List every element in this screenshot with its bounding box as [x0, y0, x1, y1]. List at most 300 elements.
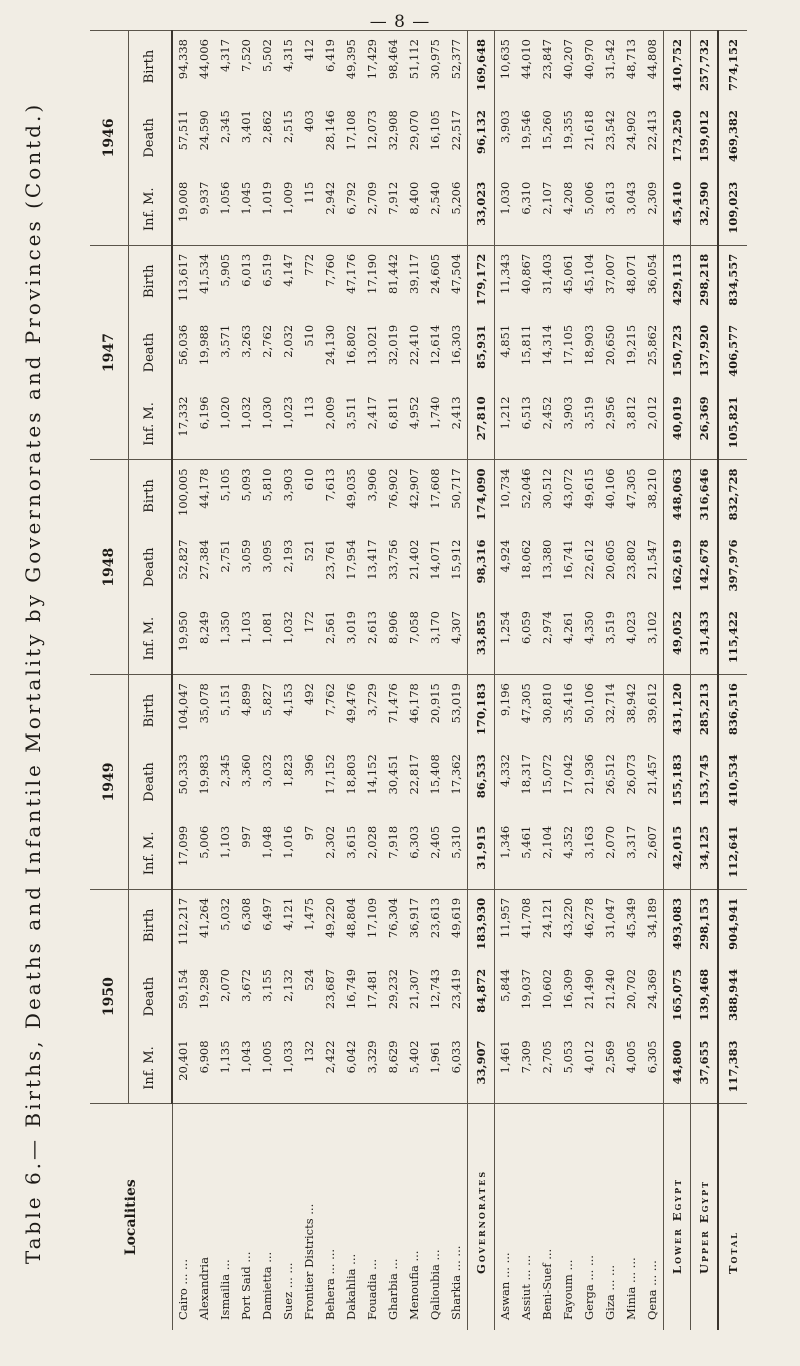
- cell-value: 50,717: [446, 460, 468, 532]
- locality-row: [299, 31, 320, 1331]
- cell-value: 13,021: [365, 324, 379, 366]
- cell-value: 521: [302, 539, 316, 562]
- cell-value: 406,577: [718, 317, 747, 389]
- cell-value: 49,615: [579, 460, 600, 532]
- cell-value: 6,310: [519, 181, 533, 215]
- locality-row: [537, 31, 558, 1331]
- cell-value: 115,422: [718, 603, 747, 675]
- cell-value: 41,264: [194, 889, 215, 961]
- cell-value: 9,196: [495, 675, 517, 747]
- cell-value: 1,043: [239, 1040, 253, 1074]
- cell-value: 2,132: [281, 968, 295, 1002]
- cell-value: 2,862: [260, 110, 274, 144]
- cell-value: 22,817: [407, 754, 421, 795]
- cell-value: 7,760: [320, 245, 341, 317]
- cell-value: 16,749: [344, 968, 358, 1010]
- cell-value: 14,314: [540, 324, 554, 366]
- cell-value: 49,476: [341, 675, 362, 747]
- cell-value: 524: [302, 968, 316, 991]
- cell-value: 510: [302, 324, 316, 347]
- cell-value: 40,019: [664, 388, 691, 460]
- cell-value: 27,384: [197, 539, 211, 580]
- cell-value: 24,130: [323, 324, 337, 366]
- cell-value: 6,513: [519, 396, 533, 430]
- cell-value: 19,983: [197, 754, 211, 795]
- cell-value: 26,369: [691, 388, 719, 460]
- cell-value: 16,105: [428, 110, 442, 151]
- cell-value: 21,936: [582, 754, 596, 795]
- locality-name: Alexandria: [194, 1104, 215, 1330]
- locality-name: Qalioubia ...: [425, 1104, 446, 1330]
- cell-value: 20,605: [603, 539, 617, 580]
- cell-value: 1,475: [299, 889, 320, 961]
- locality-name: Suez ... ...: [278, 1104, 299, 1330]
- locality-row: [600, 31, 621, 1331]
- cell-value: 27,810: [468, 388, 495, 460]
- cell-value: 17,481: [365, 968, 379, 1010]
- cell-value: 3,812: [624, 396, 638, 430]
- cell-value: 1,020: [218, 396, 232, 430]
- measure-header-inf-m: Inf. M.: [129, 603, 173, 675]
- cell-value: 47,305: [516, 675, 537, 747]
- localities-header: Localities: [90, 1104, 172, 1330]
- cell-value: 105,821: [718, 388, 747, 460]
- cell-value: 165,075: [664, 961, 691, 1033]
- locality-row: [425, 31, 446, 1331]
- cell-value: 20,401: [176, 1040, 190, 1081]
- cell-value: 3,263: [239, 324, 253, 358]
- cell-value: 2,974: [540, 611, 554, 644]
- cell-value: 112,217: [172, 889, 194, 961]
- cell-value: 12,614: [428, 324, 442, 366]
- cell-value: 8,629: [386, 1040, 400, 1074]
- cell-value: 2,709: [365, 181, 379, 215]
- cell-value: 2,956: [603, 396, 617, 430]
- cell-value: 1,461: [498, 1040, 512, 1074]
- cell-value: 5,105: [215, 460, 236, 532]
- cell-value: 3,729: [362, 675, 383, 747]
- locality-name: Sharkia ... ...: [446, 1104, 468, 1330]
- cell-value: 29,232: [386, 968, 400, 1010]
- cell-value: 32,908: [386, 110, 400, 151]
- locality-name: Giza ... ...: [600, 1104, 621, 1330]
- cell-value: 45,061: [558, 245, 579, 317]
- locality-name: Minia ... ...: [621, 1104, 642, 1330]
- cell-value: 5,006: [582, 181, 596, 215]
- cell-value: 59,154: [176, 968, 190, 1010]
- locality-row: [516, 31, 537, 1331]
- cell-value: 21,547: [645, 539, 659, 580]
- cell-value: 100,005: [172, 460, 194, 532]
- locality-name: Frontier Districts ...: [299, 1104, 320, 1330]
- cell-value: 285,213: [691, 675, 719, 747]
- cell-value: 3,360: [239, 754, 253, 788]
- cell-value: 3,613: [603, 181, 617, 215]
- cell-value: 30,451: [386, 754, 400, 795]
- cell-value: 1,048: [260, 825, 274, 859]
- cell-value: 2,028: [365, 825, 379, 859]
- measure-header-inf-m: Inf. M.: [129, 388, 173, 460]
- cell-value: 6,792: [344, 181, 358, 215]
- cell-value: 150,723: [664, 317, 691, 389]
- cell-value: 2,009: [323, 396, 337, 430]
- locality-name: Behera ... ...: [320, 1104, 341, 1330]
- cell-value: 8,400: [407, 181, 421, 215]
- cell-value: 1,005: [260, 1040, 274, 1074]
- cell-value: 3,672: [239, 968, 253, 1002]
- cell-value: 4,352: [561, 825, 575, 859]
- cell-value: 4,261: [561, 611, 575, 644]
- measure-header-death: Death: [129, 961, 173, 1033]
- measure-header-birth: Birth: [129, 460, 173, 532]
- locality-name: Aswan ... ...: [495, 1104, 517, 1330]
- cell-value: 49,220: [320, 889, 341, 961]
- locality-row: [194, 31, 215, 1331]
- cell-value: 19,037: [519, 968, 533, 1010]
- cell-value: 7,918: [386, 825, 400, 859]
- year-header-1950: 1950: [90, 889, 129, 1104]
- cell-value: 396: [302, 754, 316, 777]
- cell-value: 53,019: [446, 675, 468, 747]
- cell-value: 2,515: [281, 110, 295, 144]
- cell-value: 44,808: [642, 31, 664, 103]
- locality-row: [495, 31, 517, 1331]
- cell-value: 5,461: [519, 825, 533, 859]
- cell-value: 21,307: [407, 968, 421, 1010]
- cell-value: 2,345: [218, 110, 232, 144]
- cell-value: 6,033: [449, 1040, 463, 1074]
- cell-value: 19,298: [197, 968, 211, 1010]
- cell-value: 2,417: [365, 396, 379, 430]
- cell-value: 34,189: [642, 889, 664, 961]
- cell-value: 1,023: [281, 396, 295, 430]
- cell-value: 2,012: [645, 396, 659, 430]
- cell-value: 132: [302, 1040, 316, 1063]
- locality-name: Assiut ... ...: [516, 1104, 537, 1330]
- grand-total-label: Total: [718, 1104, 747, 1330]
- measure-header-birth: Birth: [129, 889, 173, 961]
- cell-value: 26,512: [603, 754, 617, 795]
- cell-value: 52,046: [516, 460, 537, 532]
- table-caption: Table 6.— Births, Deaths and Infantile Mortality by Governorates and Provinces (Contd.): [21, 101, 45, 1265]
- cell-value: 30,810: [537, 675, 558, 747]
- cell-value: 5,206: [449, 181, 463, 215]
- cell-value: 49,035: [341, 460, 362, 532]
- cell-value: 22,410: [407, 324, 421, 366]
- cell-value: 50,106: [579, 675, 600, 747]
- cell-value: 3,511: [344, 396, 358, 430]
- year-header-1948: 1948: [90, 460, 129, 675]
- cell-value: 37,655: [691, 1032, 719, 1104]
- locality-name: Beni-Suef ...: [537, 1104, 558, 1330]
- cell-value: 86,533: [468, 746, 495, 818]
- cell-value: 3,032: [260, 754, 274, 788]
- cell-value: 45,410: [664, 174, 691, 246]
- cell-value: 6,196: [197, 396, 211, 430]
- cell-value: 32,590: [691, 174, 719, 246]
- cell-value: 24,369: [645, 968, 659, 1010]
- cell-value: 31,047: [600, 889, 621, 961]
- cell-value: 15,260: [540, 110, 554, 151]
- cell-value: 174,090: [468, 460, 495, 532]
- cell-value: 17,954: [344, 539, 358, 580]
- cell-value: 19,950: [176, 611, 190, 652]
- measure-header-birth: Birth: [129, 31, 173, 103]
- cell-value: 24,590: [197, 110, 211, 151]
- mortality-table: [90, 30, 747, 1330]
- cell-value: 142,678: [691, 532, 719, 604]
- cell-value: 34,125: [691, 818, 719, 890]
- locality-name: Damietta ...: [257, 1104, 278, 1330]
- cell-value: 3,571: [218, 324, 232, 358]
- cell-value: 43,220: [558, 889, 579, 961]
- cell-value: 81,442: [383, 245, 404, 317]
- cell-value: 774,152: [718, 31, 747, 103]
- cell-value: 153,745: [691, 746, 719, 818]
- locality-name: Ismailia ...: [215, 1104, 236, 1330]
- cell-value: 35,416: [558, 675, 579, 747]
- cell-value: 20,650: [603, 324, 617, 366]
- cell-value: 5,402: [407, 1040, 421, 1074]
- cell-value: 85,931: [468, 317, 495, 389]
- cell-value: 1,045: [239, 181, 253, 215]
- cell-value: 3,059: [239, 539, 253, 573]
- cell-value: 57,511: [176, 110, 190, 151]
- cell-value: 610: [299, 460, 320, 532]
- cell-value: 19,008: [176, 181, 190, 222]
- cell-value: 23,802: [624, 539, 638, 580]
- cell-value: 431,120: [664, 675, 691, 747]
- cell-value: 22,413: [645, 110, 659, 151]
- cell-value: 21,618: [582, 110, 596, 151]
- cell-value: 26,073: [624, 754, 638, 795]
- cell-value: 162,619: [664, 532, 691, 604]
- page-number: — 8 —: [369, 12, 431, 32]
- cell-value: 17,190: [362, 245, 383, 317]
- cell-value: 21,457: [645, 754, 659, 795]
- subtotal-row: [664, 31, 691, 1331]
- cell-value: 17,429: [362, 31, 383, 103]
- subtotal-label: Governorates: [468, 1104, 495, 1330]
- cell-value: 3,170: [428, 611, 442, 644]
- locality-name: Fayoum ...: [558, 1104, 579, 1330]
- cell-value: 3,102: [645, 611, 659, 644]
- year-header-1947: 1947: [90, 245, 129, 460]
- cell-value: 98,464: [383, 31, 404, 103]
- cell-value: 492: [299, 675, 320, 747]
- cell-value: 1,030: [260, 396, 274, 430]
- cell-value: 17,099: [176, 825, 190, 866]
- cell-value: 40,867: [516, 245, 537, 317]
- cell-value: 4,307: [449, 611, 463, 644]
- cell-value: 1,135: [218, 1040, 232, 1074]
- cell-value: 4,012: [582, 1040, 596, 1074]
- locality-row: [642, 31, 664, 1331]
- cell-value: 10,635: [495, 31, 517, 103]
- cell-value: 3,903: [278, 460, 299, 532]
- cell-value: 4,147: [278, 245, 299, 317]
- cell-value: 16,309: [561, 968, 575, 1010]
- cell-value: 3,163: [582, 825, 596, 859]
- cell-value: 20,915: [425, 675, 446, 747]
- cell-value: 41,708: [516, 889, 537, 961]
- cell-value: 3,906: [362, 460, 383, 532]
- cell-value: 5,032: [215, 889, 236, 961]
- measure-header-inf-m: Inf. M.: [129, 174, 173, 246]
- cell-value: 71,476: [383, 675, 404, 747]
- cell-value: 14,152: [365, 754, 379, 795]
- cell-value: 997: [239, 825, 253, 848]
- cell-value: 44,010: [516, 31, 537, 103]
- cell-value: 48,713: [621, 31, 642, 103]
- cell-value: 36,917: [404, 889, 425, 961]
- cell-value: 316,646: [691, 460, 719, 532]
- cell-value: 2,302: [323, 825, 337, 859]
- cell-value: 5,310: [449, 825, 463, 859]
- cell-value: 15,811: [519, 324, 533, 366]
- cell-value: 47,504: [446, 245, 468, 317]
- cell-value: 6,059: [519, 611, 533, 644]
- cell-value: 94,338: [172, 31, 194, 103]
- cell-value: 5,502: [257, 31, 278, 103]
- cell-value: 19,215: [624, 324, 638, 366]
- cell-value: 47,305: [621, 460, 642, 532]
- cell-value: 33,023: [468, 174, 495, 246]
- cell-value: 16,741: [561, 539, 575, 580]
- cell-value: 36,054: [642, 245, 664, 317]
- cell-value: 11,343: [495, 245, 517, 317]
- locality-row: [278, 31, 299, 1331]
- cell-value: 4,350: [582, 611, 596, 644]
- cell-value: 1,019: [260, 181, 274, 215]
- cell-value: 834,557: [718, 245, 747, 317]
- measure-header-inf-m: Inf. M.: [129, 1032, 173, 1104]
- cell-value: 3,317: [624, 825, 638, 859]
- cell-value: 5,827: [257, 675, 278, 747]
- measure-header-death: Death: [129, 317, 173, 389]
- cell-value: 50,333: [176, 754, 190, 795]
- cell-value: 24,902: [624, 110, 638, 151]
- locality-name: Port Said ...: [236, 1104, 257, 1330]
- cell-value: 44,178: [194, 460, 215, 532]
- cell-value: 412: [299, 31, 320, 103]
- cell-value: 30,975: [425, 31, 446, 103]
- cell-value: 2,705: [540, 1040, 554, 1074]
- cell-value: 97: [302, 825, 316, 841]
- cell-value: 30,512: [537, 460, 558, 532]
- cell-value: 39,612: [642, 675, 664, 747]
- cell-value: 39,117: [404, 245, 425, 317]
- cell-value: 18,317: [519, 754, 533, 795]
- cell-value: 836,516: [718, 675, 747, 747]
- subtotal-label: Upper Egypt: [691, 1104, 719, 1330]
- cell-value: 112,641: [718, 818, 747, 890]
- cell-value: 17,109: [362, 889, 383, 961]
- cell-value: 38,942: [621, 675, 642, 747]
- cell-value: 56,036: [176, 324, 190, 366]
- cell-value: 2,405: [428, 825, 442, 859]
- cell-value: 2,607: [645, 825, 659, 859]
- cell-value: 2,032: [281, 324, 295, 358]
- cell-value: 6,811: [386, 396, 400, 430]
- cell-value: 33,756: [386, 539, 400, 580]
- locality-row: [320, 31, 341, 1331]
- cell-value: 3,519: [603, 611, 617, 644]
- cell-value: 31,403: [537, 245, 558, 317]
- cell-value: 117,383: [718, 1032, 747, 1104]
- cell-value: 493,083: [664, 889, 691, 961]
- cell-value: 410,534: [718, 746, 747, 818]
- cell-value: 3,095: [260, 539, 274, 573]
- locality-row: [383, 31, 404, 1331]
- cell-value: 33,907: [468, 1032, 495, 1104]
- cell-value: 257,732: [691, 31, 719, 103]
- cell-value: 2,107: [540, 181, 554, 215]
- grand-total-row: [718, 31, 747, 1331]
- cell-value: 8,249: [197, 611, 211, 644]
- locality-row: [558, 31, 579, 1331]
- cell-value: 96,132: [468, 102, 495, 174]
- cell-value: 32,714: [600, 675, 621, 747]
- cell-value: 31,433: [691, 603, 719, 675]
- cell-value: 21,490: [582, 968, 596, 1010]
- cell-value: 1,350: [218, 611, 232, 644]
- cell-value: 7,912: [386, 181, 400, 215]
- cell-value: 17,362: [449, 754, 463, 795]
- cell-value: 403: [302, 110, 316, 133]
- cell-value: 21,402: [407, 539, 421, 580]
- cell-value: 104,047: [172, 675, 194, 747]
- cell-value: 44,800: [664, 1032, 691, 1104]
- cell-value: 76,902: [383, 460, 404, 532]
- cell-value: 6,308: [236, 889, 257, 961]
- cell-value: 2,413: [449, 396, 463, 430]
- locality-row: [579, 31, 600, 1331]
- cell-value: 448,063: [664, 460, 691, 532]
- cell-value: 4,208: [561, 181, 575, 215]
- cell-value: 6,305: [645, 1040, 659, 1074]
- cell-value: 2,540: [428, 181, 442, 215]
- cell-value: 23,761: [323, 539, 337, 580]
- cell-value: 16,802: [344, 324, 358, 366]
- cell-value: 1,033: [281, 1040, 295, 1074]
- measure-header-death: Death: [129, 102, 173, 174]
- cell-value: 49,619: [446, 889, 468, 961]
- subtotal-row: [468, 31, 495, 1331]
- cell-value: 7,309: [519, 1040, 533, 1074]
- cell-value: 40,207: [558, 31, 579, 103]
- cell-value: 169,648: [468, 31, 495, 103]
- cell-value: 3,519: [582, 396, 596, 430]
- cell-value: 48,071: [621, 245, 642, 317]
- cell-value: 17,152: [323, 754, 337, 795]
- locality-row: [341, 31, 362, 1331]
- cell-value: 7,058: [407, 611, 421, 644]
- cell-value: 1,056: [218, 181, 232, 215]
- cell-value: 49,395: [341, 31, 362, 103]
- cell-value: 32,019: [386, 324, 400, 366]
- cell-value: 15,408: [428, 754, 442, 795]
- cell-value: 35,078: [194, 675, 215, 747]
- cell-value: 17,105: [561, 324, 575, 366]
- cell-value: 42,907: [404, 460, 425, 532]
- cell-value: 20,702: [624, 968, 638, 1010]
- cell-value: 1,740: [428, 396, 442, 430]
- cell-value: 1,032: [239, 396, 253, 430]
- cell-value: 2,070: [218, 968, 232, 1002]
- cell-value: 23,542: [603, 110, 617, 151]
- cell-value: 9,937: [197, 181, 211, 215]
